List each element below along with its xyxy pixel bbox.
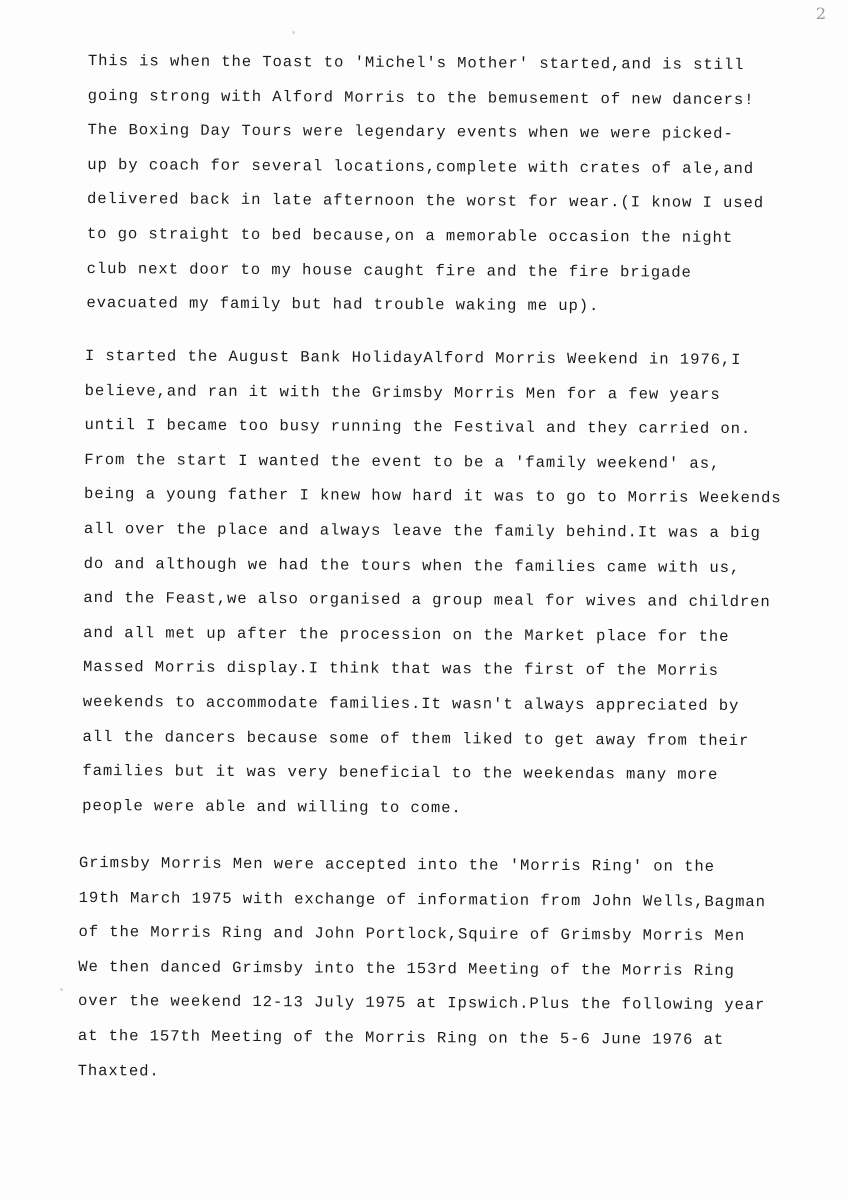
text-line: club next door to my house caught fire and the fire brigade — [86, 259, 692, 282]
text-line: until I became too busy running the Festival and they carried on. — [84, 416, 752, 439]
page-number: 2 — [815, 4, 826, 23]
scan-speck — [60, 988, 63, 991]
paragraph-toast-and-boxing-day — [86, 44, 765, 325]
paragraph-morris-ring — [78, 846, 767, 1092]
text-line: and the Feast,we also organised a group meal for wives and children — [83, 589, 771, 612]
text-line: all the dancers because some of them liked to get away from their — [82, 727, 750, 750]
text-line: evacuated my family but had trouble waking me up). — [86, 294, 600, 316]
text-line: to go straight to bed because,on a memorable occasion the night — [86, 224, 734, 247]
paragraph-bank-holiday-weekend — [82, 339, 782, 828]
text-line: 19th March 1975 with exchange of information from John Wells,Bagman — [78, 888, 767, 911]
text-line: over the weekend 12-13 July 1975 at Ipswich.Plus the following year — [77, 992, 766, 1015]
text-line: I started the August Bank HolidayAlford Morris Weekend in 1976,I — [84, 346, 742, 370]
text-line: at the 157th Meeting of the Morris Ring on the 5-6 June 1976 at — [77, 1026, 725, 1049]
text-line: and all met up after the procession on the Market place for the — [83, 623, 730, 646]
text-line: We then danced Grimsby into the 153rd Meeting of the Morris Ring — [78, 957, 735, 980]
text-line: going strong with Alford Morris to the bemusement of new dancers! — [87, 86, 755, 109]
text-line: people were able and willing to come. — [82, 796, 462, 818]
text-line: of the Morris Ring and John Portlock,Squire of Grimsby Morris Men — [78, 923, 746, 946]
text-line: up by coach for several locations,complete with crates of ale,and — [87, 155, 755, 178]
text-line: delivered back in late afternoon the worst for wear.(I know I used — [86, 190, 765, 213]
text-line: Massed Morris display.I think that was the first of the Morris — [82, 658, 720, 681]
text-line: From the start I wanted the event to be a 'family weekend' as, — [84, 450, 721, 473]
text-line: families but it was very beneficial to the weekendas many more — [82, 762, 719, 785]
text-line: being a young father I knew how hard it was to go to Morris Weekends — [83, 485, 782, 508]
scan-speck — [292, 31, 295, 34]
text-line: all over the place and always leave the family behind.It was a big — [83, 519, 761, 543]
text-line: This is when the Toast to 'Michel's Mother' started,and is still — [87, 51, 745, 75]
text-line: do and although we had the tours when the families came with us, — [83, 554, 741, 577]
text-line: Grimsby Morris Men were accepted into the 'Morris Ring' on the — [78, 853, 715, 876]
text-line: weekends to accommodate families.It wasn't always appreciated by — [82, 692, 740, 715]
text-line: The Boxing Day Tours were legendary events when we were picked- — [87, 121, 734, 144]
text-line: believe,and ran it with the Grimsby Morris Men for a few years — [84, 381, 721, 404]
text-line: Thaxted. — [77, 1061, 160, 1081]
